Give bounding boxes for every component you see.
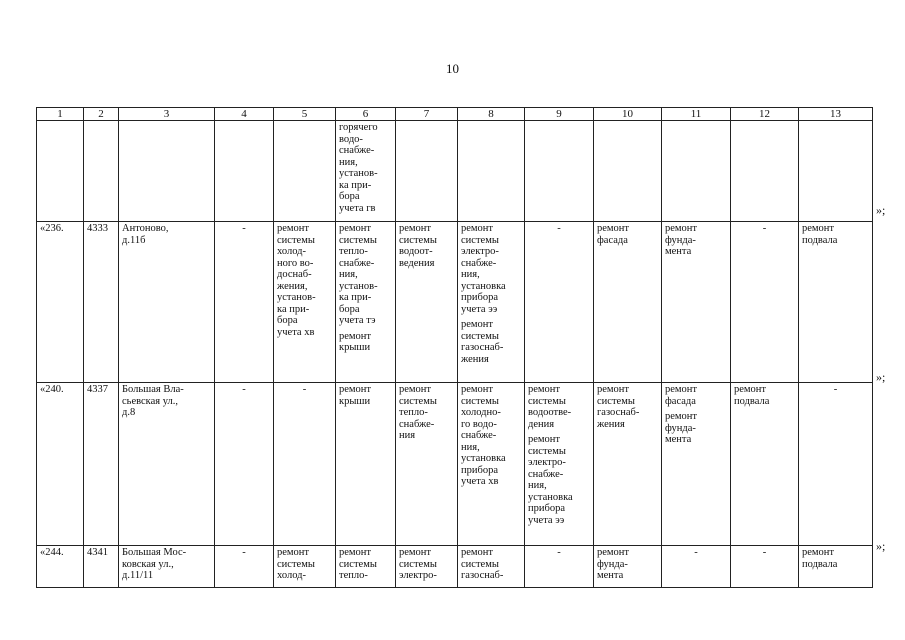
cell-line: системы — [461, 234, 499, 246]
cell-line: газоснаб- — [461, 342, 504, 353]
cell-line: ремонт — [734, 384, 767, 395]
cell-line: системы — [399, 234, 437, 246]
table-cell — [396, 546, 458, 588]
cell-line: учета хв — [461, 476, 499, 487]
cell-line: ния — [399, 430, 416, 441]
table-cell — [396, 383, 458, 546]
column-header: 10 — [594, 108, 662, 121]
cell-line: бора — [339, 303, 360, 315]
table-cell — [336, 222, 396, 383]
table-cell: - — [525, 222, 594, 383]
cell-line: ния, — [339, 269, 358, 280]
cell-line: ремонт — [528, 434, 561, 445]
column-header: 7 — [396, 108, 458, 121]
cell-line: ремонт — [597, 384, 630, 395]
cell-line: установка — [461, 280, 506, 292]
cell-line: фунда- — [597, 558, 628, 570]
table-row-236 — [37, 222, 873, 383]
cell-line: ремонт — [461, 384, 494, 395]
cell-line: электро- — [528, 457, 566, 468]
table-row-240 — [37, 383, 873, 546]
cell-line: электро- — [461, 246, 499, 257]
cell-line: подвала — [734, 395, 770, 407]
cell-line: снабже- — [399, 418, 435, 430]
cell-line: бора — [339, 191, 360, 202]
cell-line: мента — [665, 246, 692, 257]
table-cell — [396, 121, 458, 222]
cell-line: фунда- — [665, 422, 696, 434]
cell-line: снабже- — [461, 430, 497, 441]
table-cell — [274, 222, 336, 383]
cell-line: прибора — [461, 292, 498, 303]
table-cell: - — [215, 383, 274, 546]
cell-line: ния, — [461, 441, 480, 453]
cell-line: ремонт — [461, 547, 494, 558]
address-line: Большая Вла- — [122, 384, 184, 395]
cell-line: ремонт — [665, 223, 698, 234]
address-line: Большая Мос- — [122, 547, 187, 558]
cell-line: системы — [339, 558, 377, 570]
cell-line: ремонт — [399, 223, 432, 234]
cell-line: ведения — [399, 257, 435, 269]
table-cell — [336, 383, 396, 546]
table-cell — [525, 383, 594, 546]
table-cell — [594, 383, 662, 546]
table-cell — [458, 546, 525, 588]
table-cell — [799, 546, 873, 588]
cell-line: системы — [461, 395, 499, 407]
row-end-mark: »; — [876, 203, 886, 217]
cell-line: газоснаб- — [597, 407, 640, 418]
cell-line: ния, — [528, 480, 547, 491]
cell-line: холод- — [277, 570, 306, 581]
cell-line: системы — [339, 234, 377, 246]
cell-line: фунда- — [665, 234, 696, 246]
table-cell — [662, 222, 731, 383]
column-header: 6 — [336, 108, 396, 121]
cell-line: учета тэ — [339, 315, 376, 326]
row-address — [119, 222, 215, 383]
table-cell — [336, 546, 396, 588]
cell-line: доснаб- — [277, 269, 312, 280]
table-cell — [594, 121, 662, 222]
cell-line: ремонт — [277, 547, 310, 558]
table-cell — [594, 222, 662, 383]
table-cell — [458, 121, 525, 222]
cell-line: тепло- — [399, 407, 428, 418]
cell-line: ремонт — [665, 411, 698, 422]
column-header: 1 — [37, 108, 84, 121]
table-cell — [731, 121, 799, 222]
table-cell: - — [215, 222, 274, 383]
cell-line: ка при- — [339, 179, 372, 191]
cell-line: мента — [665, 434, 692, 445]
cell-line: ремонт — [277, 223, 310, 234]
cell-line: снабже- — [461, 257, 497, 269]
column-header: 11 — [662, 108, 731, 121]
cell-line: водо- — [339, 133, 363, 145]
row-address — [119, 546, 215, 588]
cell-line: снабже- — [339, 257, 375, 269]
cell-line: жения, — [277, 280, 308, 292]
cell-line: установ- — [339, 168, 378, 179]
row-number: «240. — [37, 383, 84, 546]
cell-line: прибора — [528, 503, 565, 514]
cell-line: системы — [528, 445, 566, 457]
address-line: д.11/11 — [122, 570, 154, 581]
cell-line: жения — [597, 418, 625, 430]
cell-line: установ- — [339, 280, 378, 292]
cell-line: ремонт — [339, 330, 372, 342]
cell-line: электро- — [399, 570, 437, 581]
table-header-row — [37, 108, 873, 121]
row-code: 4333 — [84, 222, 119, 383]
table-cell: - — [662, 546, 731, 588]
table-cell — [799, 222, 873, 383]
cell-line: ремонт — [339, 223, 372, 234]
cell-line: водоотве- — [528, 407, 572, 418]
cell-line: ремонт — [597, 223, 630, 234]
cell-line: тепло- — [339, 246, 368, 257]
table-cell: - — [215, 546, 274, 588]
cell-line: системы — [399, 558, 437, 570]
cell-line: снабже- — [528, 468, 564, 480]
table-row-244 — [37, 546, 873, 588]
table-cell — [662, 121, 731, 222]
cell-line: ремонт — [339, 547, 372, 558]
column-header: 2 — [84, 108, 119, 121]
cell-line: ремонт — [802, 223, 835, 234]
address-line: Антоново, — [122, 223, 169, 234]
cell-line: установ- — [277, 292, 316, 303]
table-cell — [274, 121, 336, 222]
address-line: сьевская ул., — [122, 395, 179, 407]
cell-line: ремонт — [339, 384, 372, 395]
cell-line: ного во- — [277, 257, 314, 269]
row-end-mark: »; — [876, 539, 886, 553]
cell-line: водоот- — [399, 246, 433, 257]
cell-line: системы — [461, 330, 499, 342]
cell-line: установка — [528, 491, 573, 503]
row-address — [119, 383, 215, 546]
table-cell — [662, 383, 731, 546]
cell-line: ремонт — [597, 547, 630, 558]
cell-line: системы — [597, 395, 635, 407]
table-cell — [84, 121, 119, 222]
cell-line: крыши — [339, 395, 371, 407]
cell-line: ремонт — [461, 319, 494, 330]
table-cell — [731, 383, 799, 546]
address-line: ковская ул., — [122, 558, 174, 570]
table-cell: - — [731, 546, 799, 588]
row-number: «236. — [37, 222, 84, 383]
cell-line: горячего — [339, 122, 378, 133]
table-cell — [37, 121, 84, 222]
cell-line: системы — [277, 234, 315, 246]
cell-line: ремонт — [461, 223, 494, 234]
repair-works-table — [36, 107, 873, 588]
column-header: 3 — [119, 108, 215, 121]
table-cell — [215, 121, 274, 222]
cell-line: учета гв — [339, 202, 376, 214]
table-cell — [119, 121, 215, 222]
cell-line: газоснаб- — [461, 570, 504, 581]
table-cell — [525, 121, 594, 222]
table-cell — [458, 383, 525, 546]
row-number: «244. — [37, 546, 84, 588]
cell-line: холодно- — [461, 407, 501, 418]
cell-line: тепло- — [339, 570, 368, 581]
cell-line: учета ээ — [461, 303, 498, 315]
cell-line: прибора — [461, 464, 498, 476]
cell-line: системы — [528, 395, 566, 407]
cell-line: холод- — [277, 246, 306, 257]
cell-line: установка — [461, 453, 506, 464]
cell-line: дения — [528, 418, 555, 430]
table-cell: - — [731, 222, 799, 383]
table-cell — [396, 222, 458, 383]
cell-line: ремонт — [665, 384, 698, 395]
cell-line: го водо- — [461, 418, 497, 430]
cell-line: ка при- — [277, 303, 310, 315]
address-line: д.11б — [122, 234, 146, 246]
cell-line: ния, — [339, 156, 358, 168]
cell-line: жения — [461, 353, 489, 365]
cell-line: фасада — [597, 234, 628, 246]
column-header: 5 — [274, 108, 336, 121]
table-cell: - — [799, 383, 873, 546]
table-cell — [458, 222, 525, 383]
column-header: 8 — [458, 108, 525, 121]
cell-line: подвала — [802, 558, 838, 570]
cell-line: ремонт — [528, 384, 561, 395]
table-cell — [274, 546, 336, 588]
table-cell: - — [525, 546, 594, 588]
column-header: 13 — [799, 108, 873, 121]
cell-line: ремонт — [399, 384, 432, 395]
cell-line: ка при- — [339, 292, 372, 303]
column-header: 9 — [525, 108, 594, 121]
table-row-continuation — [37, 121, 873, 222]
column-header: 4 — [215, 108, 274, 121]
cell-line: системы — [399, 395, 437, 407]
cell-line: учета хв — [277, 326, 315, 338]
cell-line: крыши — [339, 342, 371, 353]
row-end-mark: »; — [876, 370, 886, 384]
row-code: 4337 — [84, 383, 119, 546]
cell-line: подвала — [802, 234, 838, 246]
address-line: д.8 — [122, 407, 136, 418]
table-cell — [799, 121, 873, 222]
cell-line: учета ээ — [528, 514, 565, 526]
cell-line: ремонт — [802, 547, 835, 558]
column-header: 12 — [731, 108, 799, 121]
cell-line: ния, — [461, 269, 480, 280]
cell-line: системы — [461, 558, 499, 570]
cell-line: мента — [597, 570, 624, 581]
table-cell: - — [274, 383, 336, 546]
cell-line: снабже- — [339, 145, 375, 156]
cell-line: ремонт — [399, 547, 432, 558]
table-cell — [594, 546, 662, 588]
page-number: 10 — [446, 61, 459, 76]
row-code: 4341 — [84, 546, 119, 588]
cell-line: бора — [277, 315, 298, 326]
cell-line: системы — [277, 558, 315, 570]
table-cell — [336, 121, 396, 222]
cell-line: фасада — [665, 395, 696, 407]
